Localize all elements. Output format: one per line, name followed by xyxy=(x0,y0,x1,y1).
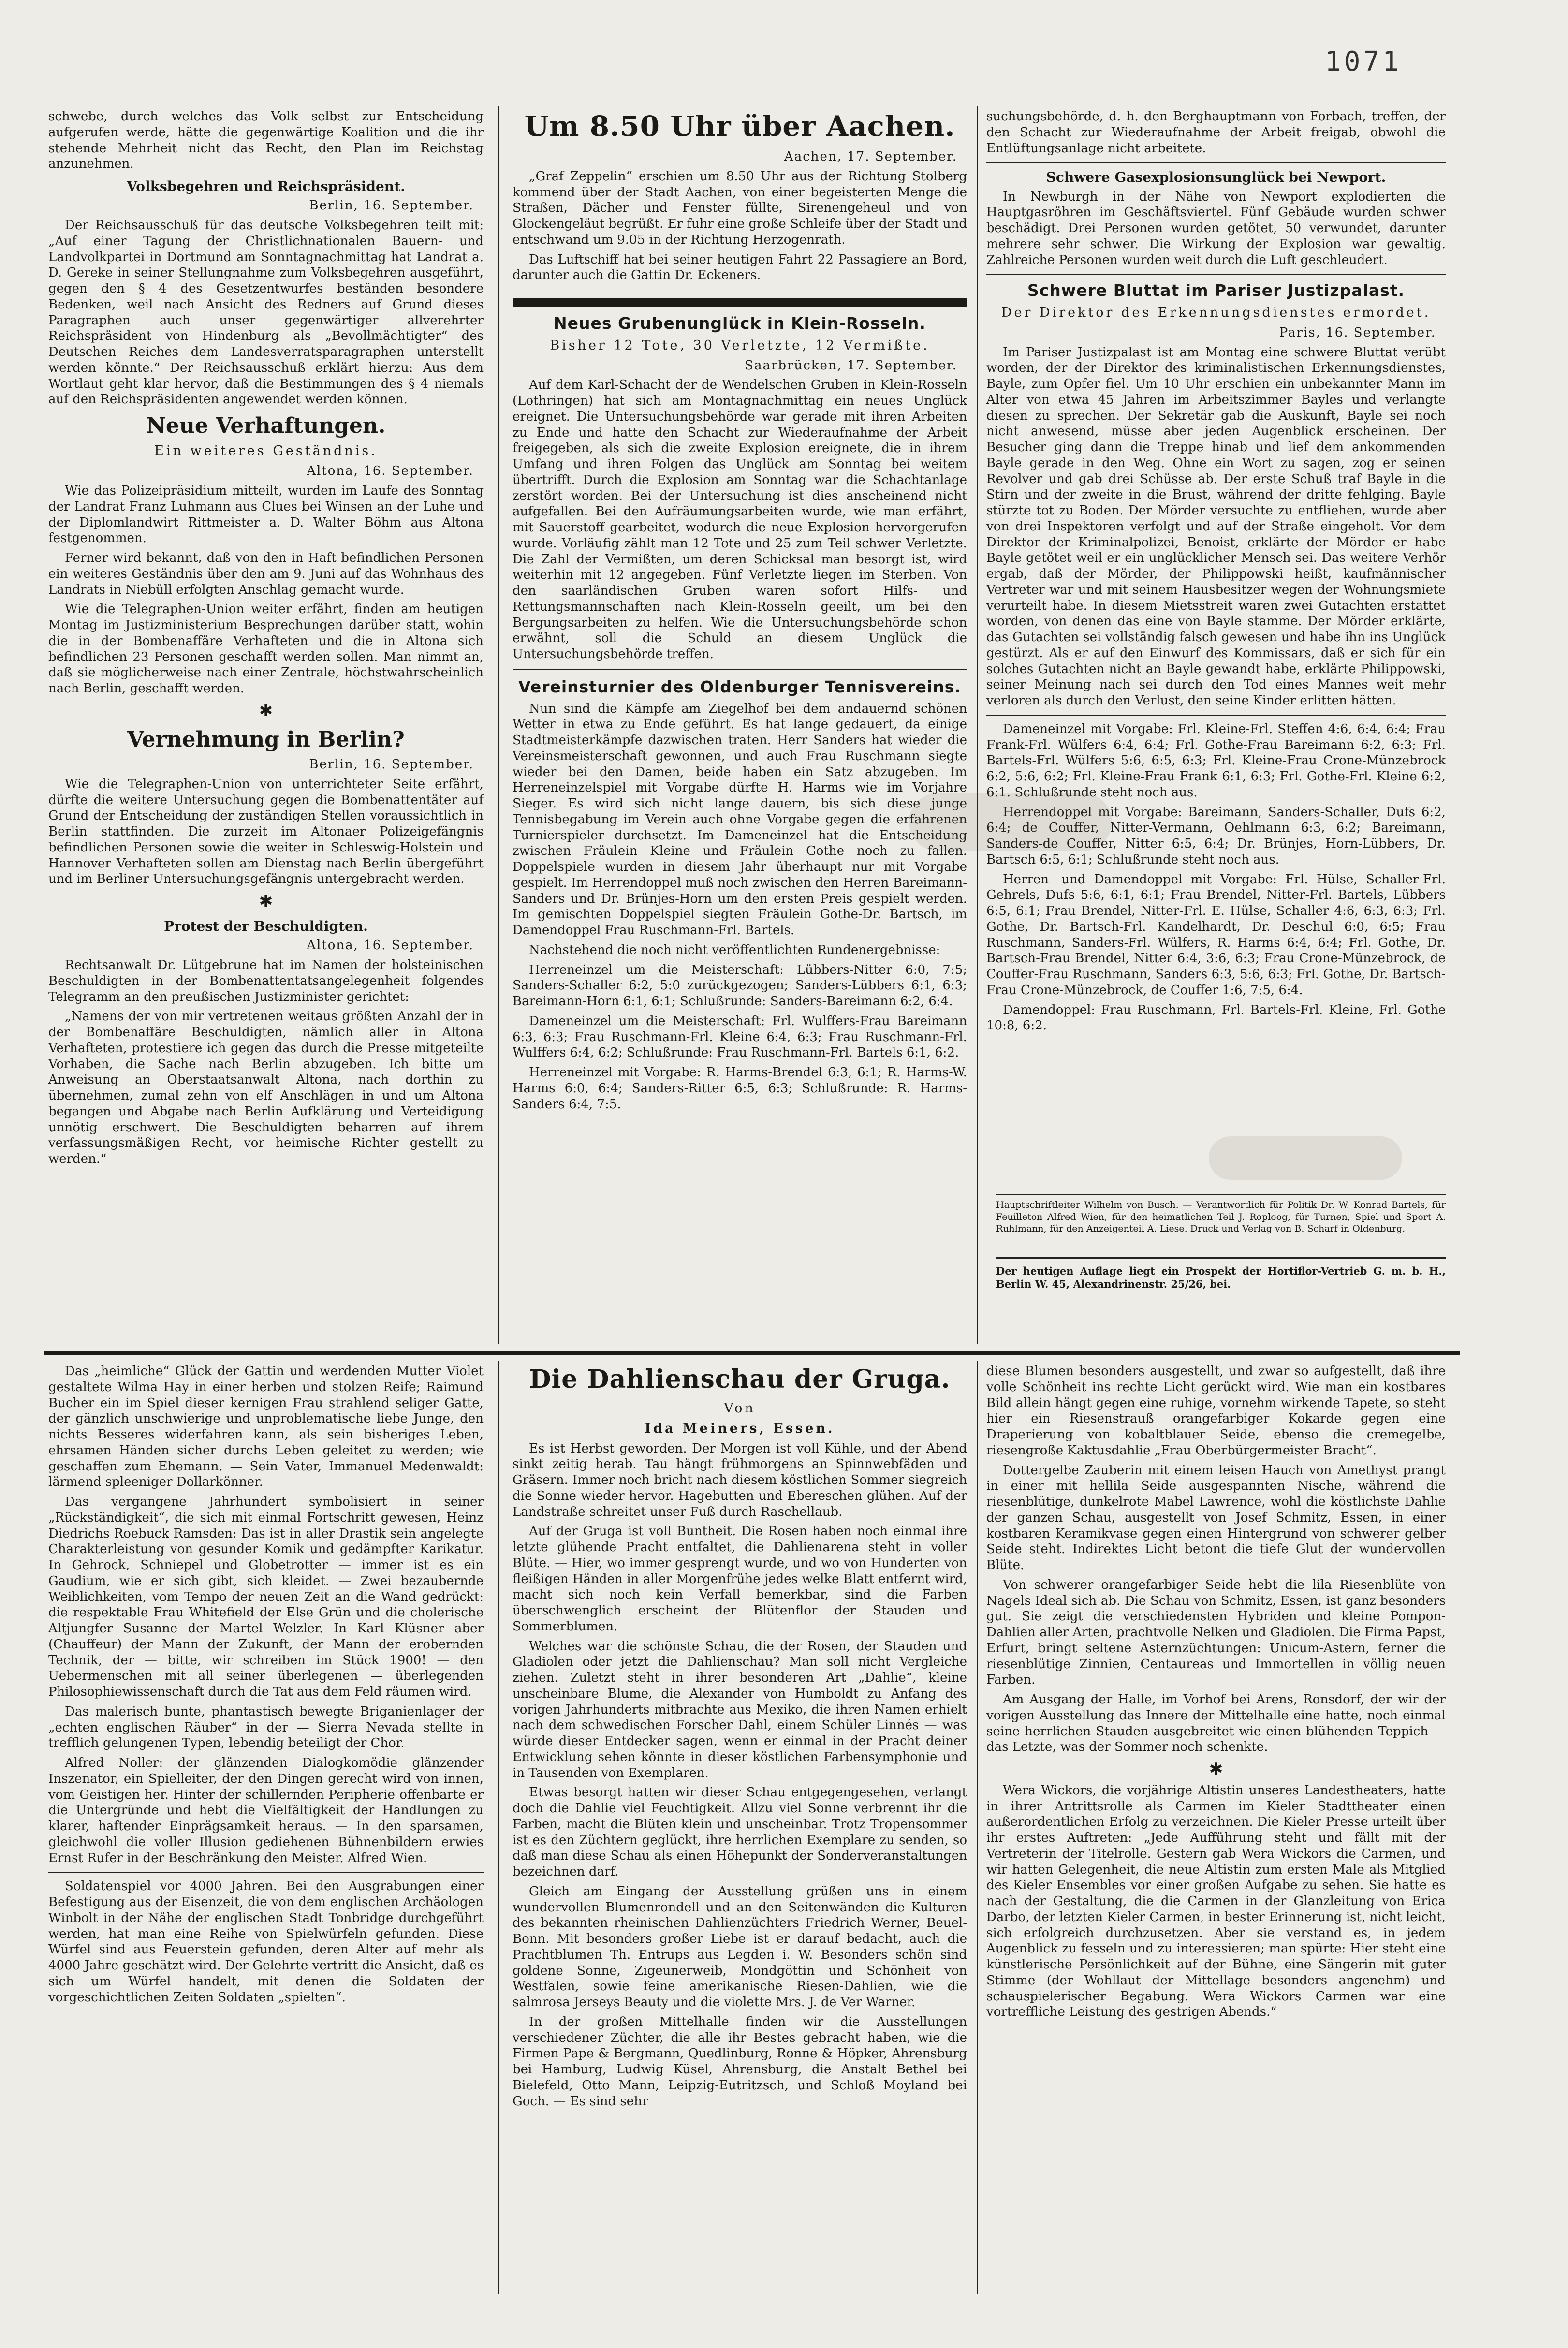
headline-vernehmung-berlin: Vernehmung in Berlin? xyxy=(127,727,405,752)
divider xyxy=(996,1257,1446,1259)
article-paragraph: Welches war die schönste Schau, die der Rosen, der Stauden und Gladiolen oder jetzt die Dahlienschau? Man soll nicht Vergleiche ziehen. Zuletzt steht in ihrer besonderen Art „Dahlie“, kleine unscheinbare Blume, die Alexander von Humboldt zu Anfang des vorigen Jahrhunderts mitbrachte aus Mexiko, die ihren Namen erhielt nach dem schwedischen Forscher Dahl, einem Schüler Linnés — was würde dieser Entdecker sagen, wenn er einmal in der Pracht deiner Entwicklung sehen könnte in dieser köstlichen Farbensymphonie und in Tausenden von Exemplaren. xyxy=(513,1639,967,1780)
left-intro: schwebe, durch welches das Volk selbst zur Entscheidung aufgerufen werde, hätte die gegenwärtige Koalition und die ihr stehende Mehrheit nicht das Recht, den Plan im Reichstag anzunehmen. xyxy=(48,109,484,172)
headline-protest: Protest der Beschuldigten. xyxy=(164,918,368,935)
article-paragraph: Das malerisch bunte, phantastisch bewegte Briganienlager der „echten englischen Räuber“ in der — Sierra Nevada stellte in trefflich gelungenen Typen, lebendig beteiligt der Chor. xyxy=(48,1704,484,1751)
dateline: Altona, 16. September. xyxy=(307,464,474,479)
article-paragraph: Rechtsanwalt Dr. Lütgebrune hat im Namen der holsteinischen Beschuldigten in der Bombenattentatsangelegenheit folgendes Telegramm an den preußischen Justizminister gerichtet: xyxy=(48,958,484,1004)
article-paragraph: Am Ausgang der Halle, im Vorhof bei Arens, Ronsdorf, der wir der vorigen Ausstellung das Innere der Mittelhalle eine hatte, noch einmal seine herrlichen Stauden ausgebreitet wie einen blühenden Teppich — das Letzte, was der Sommer noch schenkte. xyxy=(986,1692,1446,1755)
paper-stain xyxy=(909,793,1112,851)
right-intro: suchungsbehörde, d. h. den Berghauptmann von Forbach, treffen, der den Schacht zur Wiederaufnahme der Arbeit freigab, obwohl die Entlüftungsanlage nicht arbeitete. xyxy=(986,109,1446,156)
article-paragraph: Auf dem Karl-Schacht der de Wendelschen Gruben in Klein-Rosseln (Lothringen) hat sich am Montagnachmittag ein neues Unglück ereignet. Die Untersuchungsbehörde war gerade mit ihren Arbeiten zu Ende und hatte den Schacht zur Wiederaufnahme der Arbeit freigegeben, als sich die zweite Explosion ereignete, die in ihrem Umfang und ihren Folgen das Unglück am Sonntag bei weitem übertrifft. Durch die Explosion am Sonntag war die Schachtanlage zerstört worden. Bei der Untersuchung ist dies anscheinend nicht aufgefallen. Bei den Aufräumungsarbeiten wurde, wie man erfährt, mit Sauerstoff gearbeitet, wodurch die neue Explosion hervorgerufen wurde. Vorläufig zählt man 12 Tote und 25 zum Teil schwer Verletzte. Die Zahl der Vermißten, um deren Schicksal man besorgt ist, wird weiterhin mit 12 angegeben. Fünf Verletzte liegen im Sterben. Von den saarländischen Gruben waren sofort Hilfs- und Rettungsmannschaften nach Klein-Rosseln geeilt, um bei den Bergungsarbeiten zu helfen. Wie die Untersuchungsbehörde schon erwähnt, soll die Schuld an diesem Unglück die Untersuchungsbehörde treffen. xyxy=(513,378,967,662)
feuilleton-divider xyxy=(44,1351,1460,1355)
feuilleton-left-column xyxy=(48,1364,484,2292)
article-paragraph: Dameneinzel um die Meisterschaft: Frl. Wulffers-Frau Bareimann 6:3, 6:3; Frau Ruschmann-Frl. Kleine 6:4, 6:3; Frau Ruschmann-Frl. Wulffers 6:4, 6:2; Schlußrunde: Frau Ruschmann-Frl. Bartels 6:1, 6:2. xyxy=(513,1013,967,1060)
headline-dahlienschau: Die Dahlienschau der Gruga. xyxy=(529,1365,951,1394)
article-paragraph: Es ist Herbst geworden. Der Morgen ist voll Kühle, und der Abend sinkt zeitig herab. Tau hängt frühmorgens an Spinnwebfäden und Gräsern. Immer noch bricht nach diesem köstlichen Sommer siegreich die Sonne wieder hervor. Hagebutten und Ebereschen glühen. Auf der Landstraße schreitet unser Fuß durch Raschellaub. xyxy=(513,1441,967,1519)
divider xyxy=(48,1872,484,1873)
feuilleton-right-column xyxy=(986,1364,1446,2292)
article-paragraph: Im Pariser Justizpalast ist am Montag eine schwere Bluttat verübt worden, der der Direktor des kriminalistischen Erkennungsdienstes, Bayle, zum Opfer fiel. Um 10 Uhr erschien ein unbekannter Mann im Alter von etwa 45 Jahren im Arbeitszimmer Bayles und verlangte diesen zu sprechen. Der Sekretär gab die Auskunft, Bayle sei noch nicht anwesend, müsse aber jeden Augenblick erscheinen. Der Besucher ging dann die Treppe hinab und lief dem ankommenden Bayle gerade in den Weg. Ohne ein Wort zu sagen, zog er seinen Revolver und gab drei Schüsse ab. Der erste Schuß traf Bayle in die Stirn und der zweite in die Brust, während der dritte fehlging. Bayle stürzte tot zu Boden. Der Mörder versuchte zu entfliehen, wurde aber von drei Inspektoren verfolgt und auf der Straße eingeholt. Vor dem Direktor der Kriminalpolizei, Benoist, erklärte der Mörder er habe Bayle getötet weil er ein unglücklicher Mensch sei. Das weitere Verhör ergab, daß der Mörder, der Philippowski heißt, kaufmännischer Vertreter war und mit seinem Hausbesitzer wegen der Wohnungsmiete verurteilt habe. In diesem Mietsstreit waren zwei Gutachten erstattet worden, von denen das eine von Bayle stamme. Der Mörder erklärte, das Gutachten sei vollständig falsch gewesen und habe ihn ins Unglück gestürzt. Als er auf den Einwurf des Kommissars, daß er sich für ein solches Gutachten nicht an Bayle gewandt habe, erklärte Philippowski, seiner Meinung nach sei durch den Tod eines Mannes weit mehr verloren als durch den Verlust, den seine Kinder erlitten hätten. xyxy=(986,345,1446,708)
column-rule xyxy=(977,1361,978,2294)
article-paragraph: Herreneinzel mit Vorgabe: R. Harms-Brendel 6:3, 6:1; R. Harms-W. Harms 6:0, 6:4; Sanders-Ritter 6:5, 6:3; Schlußrunde: R. Harms-Sanders 6:4, 7:5. xyxy=(513,1065,967,1112)
article-paragraph: Herrendoppel mit Vorgabe: Bareimann, Sanders-Schaller, Dufs 6:2, 6:4; de Couffer, Nitter-Vermann, Oehlmann 6:3, 6:2; Bareimann, Sanders-de Couffer, Nitter 6:5, 6:4; Dr. Brünjes, Horn-Lübbers, Dr. Bartsch 6:5, 6:1; Schlußrunde steht noch aus. xyxy=(986,805,1446,867)
article-paragraph: Herren- und Damendoppel mit Vorgabe: Frl. Hülse, Schaller-Frl. Gehrels, Dufs 5:6, 6:1, 6:1; Frau Brendel, Nitter-Frl. Bartels, Lübbers 6:5, 6:1; Frau Brendel, Nitter-Frl. E. Hülse, Schaller 4:6, 6:3, 6:3; Frl. Gothe, Dr. Bartsch-Frl. Kandelhardt, Dr. Deschul 6:0, 6:5; Frau Ruschmann, Sanders-Frl. Wülfers, R. Harms 6:4, 6:4; Frl. Gothe, Dr. Bartsch-Frau Brendel, Nitter 6:4, 3:6, 6:3; Frau Crone-Münzebrock, de Couffer-Frau Ruschmann, Sanders 6:3, 5:6, 6:3; Frl. Gothe, Dr. Bartsch-Frau Crone-Münzebrock, de Couffer 1:6, 7:5, 6:4. xyxy=(986,872,1446,998)
article-paragraph: Wie die Telegraphen-Union von unterrichteter Seite erfährt, dürfte die weitere Untersuchung gegen die Bombenattentäter auf Grund der Entscheidung der zuständigen Stellen voraussichtlich in Berlin stattfinden. Die zurzeit im Altonaer Polizeigefängnis befindlichen Personen sowie die weiter in Schleswig-Holstein und Hannover Verhafteten sollen am Dienstag nach Berlin übergeführt und im Berliner Untersuchungsgefängnis untergebracht werden. xyxy=(48,777,484,887)
article-paragraph: „Namens der von mir vertretenen weitaus größten Anzahl der in der Bombenaffäre Beschuldigten, nämlich aller in Altona Verhafteten, protestiere ich gegen das durch die Presse mitgeteilte Vorhaben, die Sache nach Berlin abzugeben. Ich bitte um Anweisung an Oberstaatsanwalt Altona, nach dorthin zu übernehmen, zumal zehn von elf Anschlägen in und um Altona begangen und Abgabe nach Berlin Aufklärung und Verteidigung unnötig erschwert. Die Beschuldigten beharren auf ihrem verfassungsmäßigen Recht, vor heimische Richter gestellt zu werden.“ xyxy=(48,1009,484,1167)
headline-bluttat: Schwere Bluttat im Pariser Justizpalast. xyxy=(1027,281,1405,300)
dateline: Paris, 16. September. xyxy=(1279,325,1436,340)
article-paragraph: Dameneinzel mit Vorgabe: Frl. Kleine-Frl. Steffen 4:6, 6:4, 6:4; Frau Frank-Frl. Wülfers 6:4, 6:4; Frl. Gothe-Frau Bareimann 6:2, 6:3; Frl. Bartels-Frl. Wülfers 5:6, 6:5, 6:3; Frl. Kleine-Frau Crone-Münzebrock 6:2, 5:6, 6:2; Frl. Kleine-Frau Frank 6:1, 6:3; Frl. Gothe-Frl. Kleine 6:2, 6:1. Schlußrunde steht noch aus. xyxy=(986,721,1446,800)
article-paragraph: Herreneinzel um die Meisterschaft: Lübbers-Nitter 6:0, 7:5; Sanders-Schaller 6:2, 5:0 zurückgezogen; Sanders-Lübbers 6:1, 6:3; Bareimann-Horn 6:1, 6:1; Schlußrunde: Sanders-Bareimann 6:2, 6:4. xyxy=(513,962,967,1009)
article-paragraph: Auf der Gruga ist voll Buntheit. Die Rosen haben noch einmal ihre letzte glühende Pracht entfaltet, die Dahlienarena steht in voller Blüte. — Hier, wo immer gesprengt wurde, und wo von Hunderten von fleißigen Händen in aller Morgenfrühe jedes welke Blatt entfernt wird, macht sich noch kein Verfall bemerkbar, sind die Farben überschwenglich erscheint der Blütenflor der Stauden und Sommerblumen. xyxy=(513,1524,967,1634)
article-paragraph: Das „heimliche“ Glück der Gattin und werdenden Mutter Violet gestaltete Wilma Hay in einer herben und stolzen Reife; Raimund Bucher ein im Spiel dieser kernigen Frau strahlend seliger Gatte, der gänzlich unschwierige und unproblematische liebe Junge, den nichts Besseres widerfahren kann, als sein bisheriges Leben, ehrsamen Händen sicher durchs Leben geleitet zu werden; wie geschaffen zum Ehemann. — Sein Vater, Immanuel Medenwaldt: lärmend spleeniger Dollarkönner. xyxy=(48,1364,484,1490)
article-paragraph: Der Reichsausschuß für das deutsche Volksbegehren teilt mit: „Auf einer Tagung der Christlichnationalen Bauern- und Landvolkpartei in Dortmund am Sonntagnachmittag hat Landrat a. D. Gereke in seiner Stellungnahme zum Volksbegehren ausgeführt, gegen den § 4 des Gesetzentwurfes beständen besondere Bedenken, weil nach Ansicht des Redners auf Grund dieses Paragraphen auch unser gegenwärtiger allverehrter Reichspräsident von Hindenburg als „Bevollmächtigter“ des Deutschen Reiches dem Landesverratsparagraphen unterstellt werden könnte.“ Der Reichsausschuß erklärt hierzu: Aus dem Wortlaut geht klar hervor, daß die Bestimmungen des § 4 niemals auf den Reichspräsidenten angewendet werden können. xyxy=(48,218,484,407)
separator-star: ✱ xyxy=(259,892,273,911)
article-paragraph: diese Blumen besonders ausgestellt, und zwar so aufgestellt, daß ihre volle Schönheit ins rechte Licht gerückt wird. Wie man ein kostbares Bild allein hängt gegen eine ruhige, vornehm wirkende Tapete, so steht hier ein Riesenstrauß orangefarbiger Kokarde gegen eine Draperierung von kobaltblauer Seide, ebenso die cremegelbe, riesengroße Kaktusdahlie „Frau Oberbürgermeister Bracht“. xyxy=(986,1364,1446,1458)
article-paragraph: Wie das Polizeipräsidium mitteilt, wurden im Laufe des Sonntag der Landrat Franz Luhmann aus Clues bei Winsen an der Luhe und der Diplomlandwirt Rittmeister a. D. Walter Böhm aus Altona festgenommen. xyxy=(48,484,484,546)
headline-neue-verhaftungen: Neue Verhaftungen. xyxy=(146,413,386,439)
article-paragraph: Alfred Noller: der glänzenden Dialogkomödie glänzender Inszenator, ein Spielleiter, der den Dingen gerecht wird von innen, vom Geistigen her. Hinter der schillernden Peripherie offenbarte er die Untergründe und hebt die Vielfältigkeit der Handlungen zu klarer, haftender Einprägsamkeit heraus. — In den sparsamen, gleichwohl die voller Illusion gediehenen Bühnenbildern erwies Ernst Rufer in der Beschränkung den Meister. Alfred Wien. xyxy=(48,1756,484,1865)
divider xyxy=(986,715,1446,716)
left-column xyxy=(48,109,484,1339)
right-column xyxy=(986,109,1446,1303)
prospekt-notice: Der heutigen Auflage liegt ein Prospekt der Hortiflor-Vertrieb G. m. b. H., Berlin W. 45, Alexandrinenstr. 25/26, bei. xyxy=(996,1265,1446,1291)
feuilleton-center-column xyxy=(513,1364,967,2292)
column-rule xyxy=(498,106,499,1344)
subheadline: Bisher 12 Tote, 30 Verletzte, 12 Vermißte. xyxy=(550,338,930,353)
article-paragraph: Soldatenspiel vor 4000 Jahren. Bei den Ausgrabungen einer Befestigung aus der Eisenzeit, die von dem englischen Archäologen Winbolt in der Nähe der englischen Stadt Tonbridge durchgeführt werden, hat man eine Reihe von Spielwürfeln gefunden. Diese Würfel sind aus Feuerstein gefunden, deren Alter auf mehr als 4000 Jahre geschätzt wird. Der Gelehrte vertritt die Ansicht, daß es sich um Würfel handelt, mit denen die Soldaten der vorgeschichtlichen Zeiten Soldaten „spielten“. xyxy=(48,1879,484,2005)
article-paragraph: „Graf Zeppelin“ erschien um 8.50 Uhr aus der Richtung Stolberg kommend über der Stadt Aachen, von einer begeisterten Menge die Straßen, Dächer und Fenster füllte, Sirenengeheul und von Glockengeläut begrüßt. Er fuhr eine große Schleife über der Stadt und entschwand um 9.05 in der Richtung Herzogenrath. xyxy=(513,169,967,247)
imprint-notice: Hauptschriftleiter Wilhelm von Busch. — Verantwortlich für Politik Dr. W. Konrad Bartels, für Feuilleton Alfred Wien, für den heimatlichen Teil J. Roploog, für Turnen, Spiel und Sport A. Ruhlmann, für den Anzeigenteil A. Liese. Druck und Verlag von B. Scharf in Oldenburg. xyxy=(996,1200,1446,1234)
byline-von: Von xyxy=(724,1400,756,1416)
dateline: Saarbrücken, 17. September. xyxy=(745,358,957,373)
black-banner xyxy=(513,298,967,307)
article-paragraph: Damendoppel: Frau Ruschmann, Frl. Bartels-Frl. Kleine, Frl. Gothe 10:8, 6:2. xyxy=(986,1002,1446,1033)
divider xyxy=(513,669,967,670)
article-paragraph: Wera Wickors, die vorjährige Altistin unseres Landestheaters, hatte in ihrer Antrittsrolle als Carmen im Kieler Stadttheater einen außerordentlichen Erfolg zu verzeichnen. Die Kieler Presse urteilt über ihr erstes Auftreten: „Jede Aufführung steht und fällt mit der Vertreterin der Titelrolle. Gestern gab Wera Wickors die Carmen, und wir hatten Gelegenheit, die neue Altistin zum ersten Male als Mitglied des Kieler Ensembles vor einer großen Aufgabe zu sehen. Sie hatte es nach der Gestaltung, die die Carmen in der Glanzleitung von Erica Darbo, der letzten Kieler Carmen, in bester Erinnerung ist, nicht leicht, sich erfolgreich durchzusetzen. Aber sie verstand es, in jedem Augenblick zu fesseln und zu interessieren; man spürte: Hier steht eine künstlerische Persönlichkeit auf der Bühne, eine Sängerin mit guter Stimme (der Wohllaut der Mittellage besonders angenehm) und schauspielerischer Begabung. Wera Wickors Carmen war eine vortreffliche Leistung des gestrigen Abends.“ xyxy=(986,1783,1446,2020)
divider xyxy=(996,1194,1446,1195)
divider xyxy=(986,274,1446,275)
article-paragraph: Von schwerer orangefarbiger Seide hebt die lila Riesenblüte von Nagels Ideal sich ab. Die Schau von Schmitz, Essen, ist ganz besonders gut. Sie zeigt die verschiedensten Hybriden und kleine Pompon-Dahlien aller Arten, prachtvolle Nelken und Gladiolen. Die Firma Papst, Erfurt, bringt seltene Asternzüchtungen: Unicum-Astern, ferner die riesenblütige Zinnien, Centaureas und Immortellen in völlig neuen Farben. xyxy=(986,1577,1446,1688)
separator-star: ✱ xyxy=(259,701,273,720)
article-paragraph: Nun sind die Kämpfe am Ziegelhof bei dem andauernd schönen Wetter in etwa zu Ende geführt. Es hat lange gedauert, da einige Stadtmeisterkämpfe dazwischen traten. Herr Sanders hat wieder die Vereinsmeisterschaft gewonnen, und auch Frau Ruschmann siegte wieder bei den Damen, beide haben ein Satz abzugeben. Im Herreneinzelspiel mit Vorgabe dürfte H. Harms wie im Vorjahre Sieger. Es wird sich nicht lange dauern, bis sich diese junge Tennisbegabung im Verein auch ohne Vorgabe gegen die erfahrenen Turnierspieler durchsetzt. Im Dameneinzel hat die Entscheidung zwischen Fräulein Kleine und Fräulein Gothe noch zu fallen. Doppelspiele wurden in diesem Jahr überhaupt nur mit Vorgabe gespielt. Im Herrendoppel muß noch zwischen den Herren Bareimann-Sanders und Dr. Brünjes-Horn um den ersten Preis gespielt werden. Im gemischten Doppelspiel siegten Fräulein Gothe-Dr. Bartsch, im Damendoppel Frau Ruschmann-Frl. Bartels. xyxy=(513,701,967,938)
headline-grubenunglueck: Neues Grubenunglück in Klein-Rosseln. xyxy=(554,314,926,333)
page-number: 1071 xyxy=(1325,46,1402,77)
article-paragraph: Ferner wird bekannt, daß von den in Haft befindlichen Personen ein weiteres Geständnis über den am 9. Juni auf das Wohnhaus des Landrats in Niebüll erfolgten Anschlag gemacht wurde. xyxy=(48,551,484,597)
dateline: Berlin, 16. September. xyxy=(309,757,474,772)
divider xyxy=(986,162,1446,163)
dateline: Berlin, 16. September. xyxy=(309,198,474,213)
article-paragraph: Das vergangene Jahrhundert symbolisiert in seiner „Rückständigkeit“, die sich mit einmal Fortschritt gewesen, Heinz Diedrichs Roebuck Ramsden: Das ist in aller Drastik sein angelegte Charakterleistung von gesunder Komik und gedämpfter Karikatur. In Gehrock, Schniepel und Globetrotter — immer ist es ein Gaudium, wie er sich gibt, sich kleidet. — Zwei bezaubernde Weiblichkeiten, vom Tempo der neuen Zeit an die Wand gedrückt: die respektable Frau Whitefield der Else Grün und die cholerische Altjungfer Susanne der Martel Welzler. In Karl Klüsner aber (Chauffeur) der Mann der Zukunft, der Mann der erobernden Technik, der — bitte, wir schreiben im Stück 1900! — den Uebermenschen mit all seiner überlegenen — überlegenden Philosophiewissenschaft durch die Tat aus dem Feld räumen wird. xyxy=(48,1495,484,1699)
byline-author: Ida Meiners, Essen. xyxy=(645,1421,835,1436)
article-paragraph: Etwas besorgt hatten wir dieser Schau entgegengesehen, verlangt doch die Dahlie viel Feuchtigkeit. Allzu viel Sonne verbrennt ihr die Farben, macht die Blüten klein und unscheinbar. Trotz Tropensommer ist es den Züchtern geglückt, ihre herrlichen Exemplare zu senden, so daß man diese Schau als einen Höhepunkt der Sonderveranstaltungen bezeichnen darf. xyxy=(513,1785,967,1879)
article-paragraph: In Newburgh in der Nähe von Newport explodierten die Hauptgasröhren im Geschäftsviertel. Fünf Gebäude wurden schwer beschädigt. Drei Personen wurden getötet, 50 verwundet, darunter mehrere sehr schwer. Die Wirkung der Explosion war gewaltig. Zahlreiche Personen wurden weit durch die Luft geschleudert. xyxy=(986,189,1446,267)
subheadline: Der Direktor des Erkennungsdienstes ermordet. xyxy=(1001,305,1431,320)
article-paragraph: Wie die Telegraphen-Union weiter erfährt, finden am heutigen Montag im Justizministerium Besprechungen darüber statt, wohin die in der Bombenaffäre Verhafteten und die in Altona sich befindlichen 23 Personen geschafft werden sollen. Man nimmt an, daß sie möglicherweise nach einer Zentrale, höchstwahrscheinlich nach Berlin, geschafft werden. xyxy=(48,602,484,696)
paper-stain xyxy=(1209,1136,1402,1180)
article-paragraph: In der großen Mittelhalle finden wir die Ausstellungen verschiedener Züchter, die alle ihr Bestes gebracht haben, wie die Firmen Pape & Bergmann, Quedlinburg, Ronne & Höpker, Ahrensburg bei Hamburg, Ludwig Küsel, Ahrensburg, die Anstalt Bethel bei Bielefeld, Otto Mann, Leipzig-Eutritzsch, und Schloß Moyland bei Goch. — Es sind sehr xyxy=(513,2014,967,2109)
headline-newport: Schwere Gasexplosionsunglück bei Newport. xyxy=(1046,169,1386,186)
article-paragraph: Dottergelbe Zauberin mit einem leisen Hauch von Amethyst prangt in einer mit hellila Seide ausgespannten Nische, während die riesenblütige, dunkelrote Mabel Lawrence, wohl die köstlichste Dahlie der ganzen Schau, ausgestellt von Josef Schmitz, Essen, in einer kostbaren Keramikvase gegen einen Hintergrund von schwerer gelber Seide steht. Indirektes Licht betont die tiefe Glut der wundervollen Blüte. xyxy=(986,1463,1446,1572)
headline-tennis: Vereinsturnier des Oldenburger Tennisvereins. xyxy=(518,677,961,696)
center-column xyxy=(513,109,967,1339)
article-paragraph: Das Luftschiff hat bei seiner heutigen Fahrt 22 Passagiere an Bord, darunter auch die Gattin Dr. Eckeners. xyxy=(513,252,967,283)
headline-aachen: Um 8.50 Uhr über Aachen. xyxy=(524,110,955,143)
article-paragraph: Gleich am Eingang der Ausstellung grüßen uns in einem wundervollen Blumenrondell und an den Seitenwänden die Kulturen des bekannten rheinischen Dahlienzüchters Friedrich Werner, Beuel-Bonn. Mit besonders großer Liebe ist er darauf bedacht, auch die Prachtblumen Th. Entrups aus Legden i. W. Besonders schön sind goldene Sonne, Zigeunerweib, Mondgöttin und Schönheit von Westfalen, sowie feine amerikanische Riesen-Dahlien, wie die salmrosa Jerseys Beauty und die violette Mrs. J. de Ver Warner. xyxy=(513,1884,967,2010)
article-paragraph: Nachstehend die noch nicht veröffentlichten Rundenergebnisse: xyxy=(529,942,940,957)
dateline: Aachen, 17. September. xyxy=(784,149,957,164)
column-rule xyxy=(498,1361,499,2294)
dateline: Altona, 16. September. xyxy=(307,938,474,953)
subheadline: Ein weiteres Geständnis. xyxy=(154,443,378,459)
separator-star: ✱ xyxy=(1209,1760,1223,1779)
column-rule xyxy=(977,106,978,1344)
headline-volksbegehren: Volksbegehren und Reichspräsident. xyxy=(127,178,405,194)
